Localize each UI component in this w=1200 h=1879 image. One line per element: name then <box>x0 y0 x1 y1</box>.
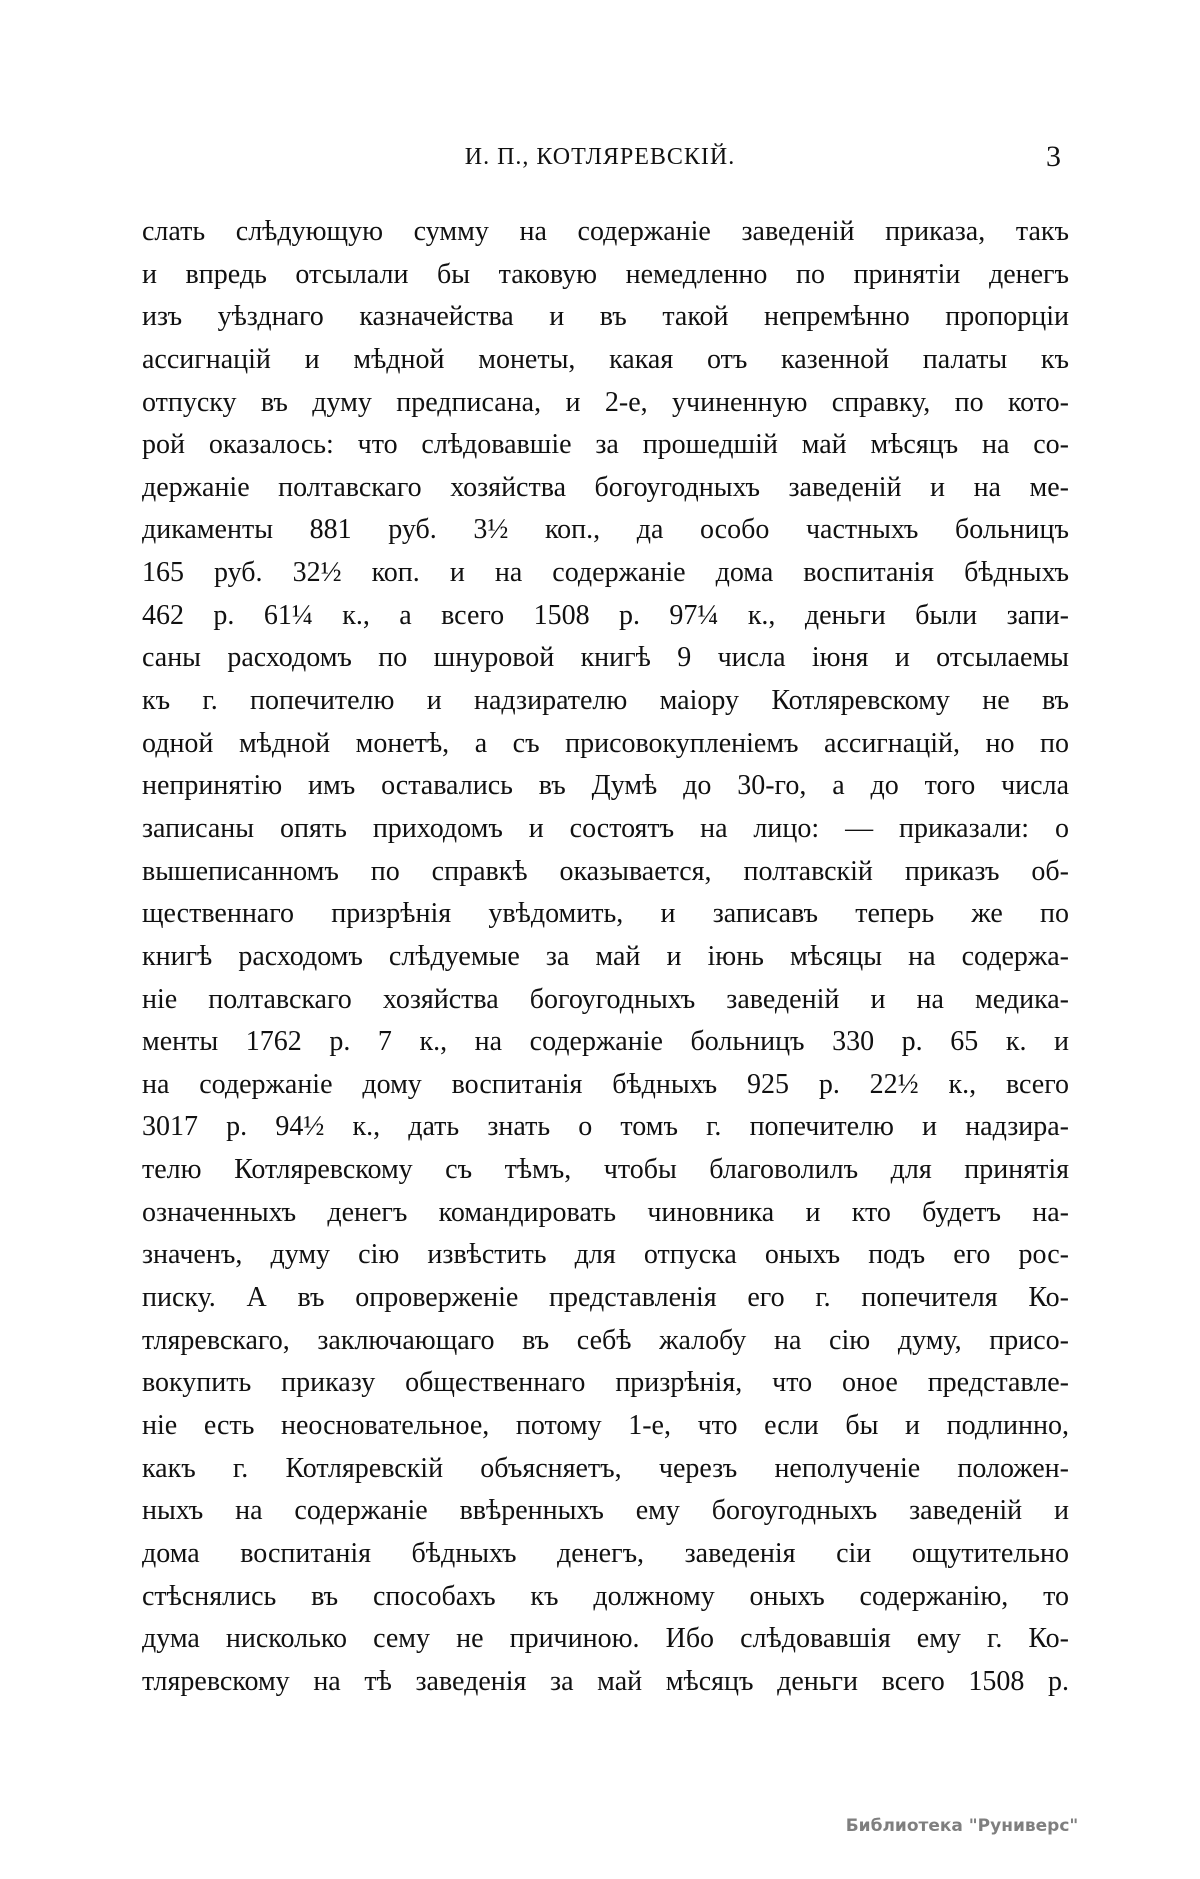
text-line-content: значенъ, думу сію извѣстить для отпуска оныхъ подъ его рос- <box>142 1239 1069 1271</box>
text-line-content: дума нисколько сему не причиною. Ибо слѣдовавшія ему г. Ко- <box>142 1623 1069 1655</box>
text-line-content: непринятію имъ оставались въ Думѣ до 30-го, а до того числа <box>142 770 1069 802</box>
text-line-content: менты 1762 р. 7 к., на содержаніе больницъ 330 р. 65 к. и <box>142 1026 1069 1058</box>
text-line <box>142 254 1069 297</box>
text-line <box>142 1490 1069 1533</box>
text-line <box>142 979 1069 1022</box>
running-title: И. П., КОТЛЯРЕВСКІЙ. <box>464 144 736 170</box>
text-line-content: ныхъ на содержаніе ввѣренныхъ ему богоугодныхъ заведеній и <box>142 1495 1069 1527</box>
text-line <box>142 808 1069 851</box>
text-line-content: телю Котляревскому съ тѣмъ, чтобы благоволилъ для принятія <box>142 1154 1069 1186</box>
text-line <box>142 1320 1069 1363</box>
text-line-content: ніе есть неосновательное, потому 1-е, что если бы и подлинно, <box>142 1409 1069 1441</box>
text-line-content: книгѣ расходомъ слѣдуемые за май и іюнь мѣсяцы на содержа- <box>142 940 1069 972</box>
text-line <box>142 509 1069 552</box>
text-line <box>142 211 1069 254</box>
text-line-content: изъ уѣзднаго казначейства и въ такой непремѣнно пропорціи <box>142 301 1069 333</box>
text-line-content: рой оказалось: что слѣдовавшіе за прошедшій май мѣсяцъ на со- <box>142 429 1069 461</box>
text-line-content: саны расходомъ по шнуровой книгѣ 9 числа іюня и отсылаемы <box>142 642 1069 674</box>
text-line <box>142 680 1069 723</box>
text-line <box>142 1362 1069 1405</box>
text-line <box>142 296 1069 339</box>
text-line <box>142 1448 1069 1491</box>
text-line <box>142 467 1069 510</box>
text-line <box>142 637 1069 680</box>
text-line-content: дома воспитанія бѣдныхъ денегъ, заведенія сіи ощутительно <box>142 1537 1069 1569</box>
text-line <box>142 1576 1069 1619</box>
text-line-content: какъ г. Котляревскій объясняетъ, черезъ неполученіе положен- <box>142 1452 1069 1484</box>
text-line-content: стѣснялись въ способахъ къ должному оныхъ содержанію, то <box>142 1580 1069 1612</box>
text-line-content: отпуску въ думу предписана, и 2-е, учиненную справку, по кото- <box>142 386 1069 418</box>
text-line <box>142 1234 1069 1277</box>
text-line <box>142 339 1069 382</box>
text-line-content: вокупить приказу общественнаго призрѣнія, что оное представле- <box>142 1367 1069 1399</box>
text-line <box>142 1106 1069 1149</box>
text-line-content: 165 руб. 32½ коп. и на содержаніе дома воспитанія бѣдныхъ <box>142 557 1069 589</box>
text-line <box>142 765 1069 808</box>
text-line-content: тляревскаго, заключающаго въ себѣ жалобу на сію думу, присо- <box>142 1324 1069 1356</box>
text-line <box>142 893 1069 936</box>
text-line-content: означенныхъ денегъ командировать чиновника и кто будетъ на- <box>142 1196 1069 1228</box>
text-line-content: писку. А въ опроверженіе представленія его г. попечителя Ко- <box>142 1282 1069 1314</box>
body-text <box>142 211 1069 1703</box>
page-number: 3 <box>1046 140 1061 173</box>
text-line-content: тляревскому на тѣ заведенія за май мѣсяцъ деньги всего 1508 р. <box>142 1665 1069 1697</box>
text-line-content: 3017 р. 94½ к., дать знать о томъ г. попечителю и надзира- <box>142 1111 1069 1143</box>
text-line-content: на содержаніе дому воспитанія бѣдныхъ 925 р. 22½ к., всего <box>142 1068 1069 1100</box>
text-line <box>142 552 1069 595</box>
text-line-content: щественнаго призрѣнія увѣдомить, и записавъ теперь же по <box>142 898 1069 930</box>
text-line <box>142 1661 1069 1704</box>
text-line-content: 462 р. 61¼ к., а всего 1508 р. 97¼ к., деньги были запи- <box>142 599 1069 631</box>
text-line-content: ніе полтавскаго хозяйства богоугодныхъ заведеній и на медика- <box>142 983 1069 1015</box>
text-line-content: одной мѣдной монетѣ, а съ присовокупленіемъ ассигнацій, но по <box>142 727 1069 759</box>
text-line <box>142 1192 1069 1235</box>
text-line <box>142 382 1069 425</box>
text-line <box>142 1277 1069 1320</box>
text-line-content: держаніе полтавскаго хозяйства богоугодныхъ заведеній и на ме- <box>142 471 1069 503</box>
text-line <box>142 723 1069 766</box>
text-line <box>142 1021 1069 1064</box>
text-line <box>142 851 1069 894</box>
text-line <box>142 1405 1069 1448</box>
text-line-content: ассигнацій и мѣдной монеты, какая отъ казенной палаты къ <box>142 343 1069 375</box>
text-line <box>142 936 1069 979</box>
text-line-content: дикаменты 881 руб. 3½ коп., да особо частныхъ больницъ <box>142 514 1069 546</box>
text-line <box>142 1064 1069 1107</box>
text-line-content: записаны опять приходомъ и состоятъ на лицо: — приказали: о <box>142 812 1069 844</box>
text-line <box>142 1149 1069 1192</box>
text-line <box>142 595 1069 638</box>
text-line <box>142 1533 1069 1576</box>
text-line <box>142 424 1069 467</box>
text-line-content: слать слѣдующую сумму на содержаніе заведеній приказа, такъ <box>142 216 1069 247</box>
text-line-content: къ г. попечителю и надзирателю маіору Котляревскому не въ <box>142 685 1069 717</box>
text-line-content: и впредь отсылали бы таковую немедленно по принятіи денегъ <box>142 258 1069 290</box>
library-watermark: Библиотека "Руниверс" <box>845 1816 1079 1836</box>
text-line <box>142 1618 1069 1661</box>
text-line-content: вышеписанномъ по справкѣ оказывается, полтавскій приказъ об- <box>142 855 1069 887</box>
